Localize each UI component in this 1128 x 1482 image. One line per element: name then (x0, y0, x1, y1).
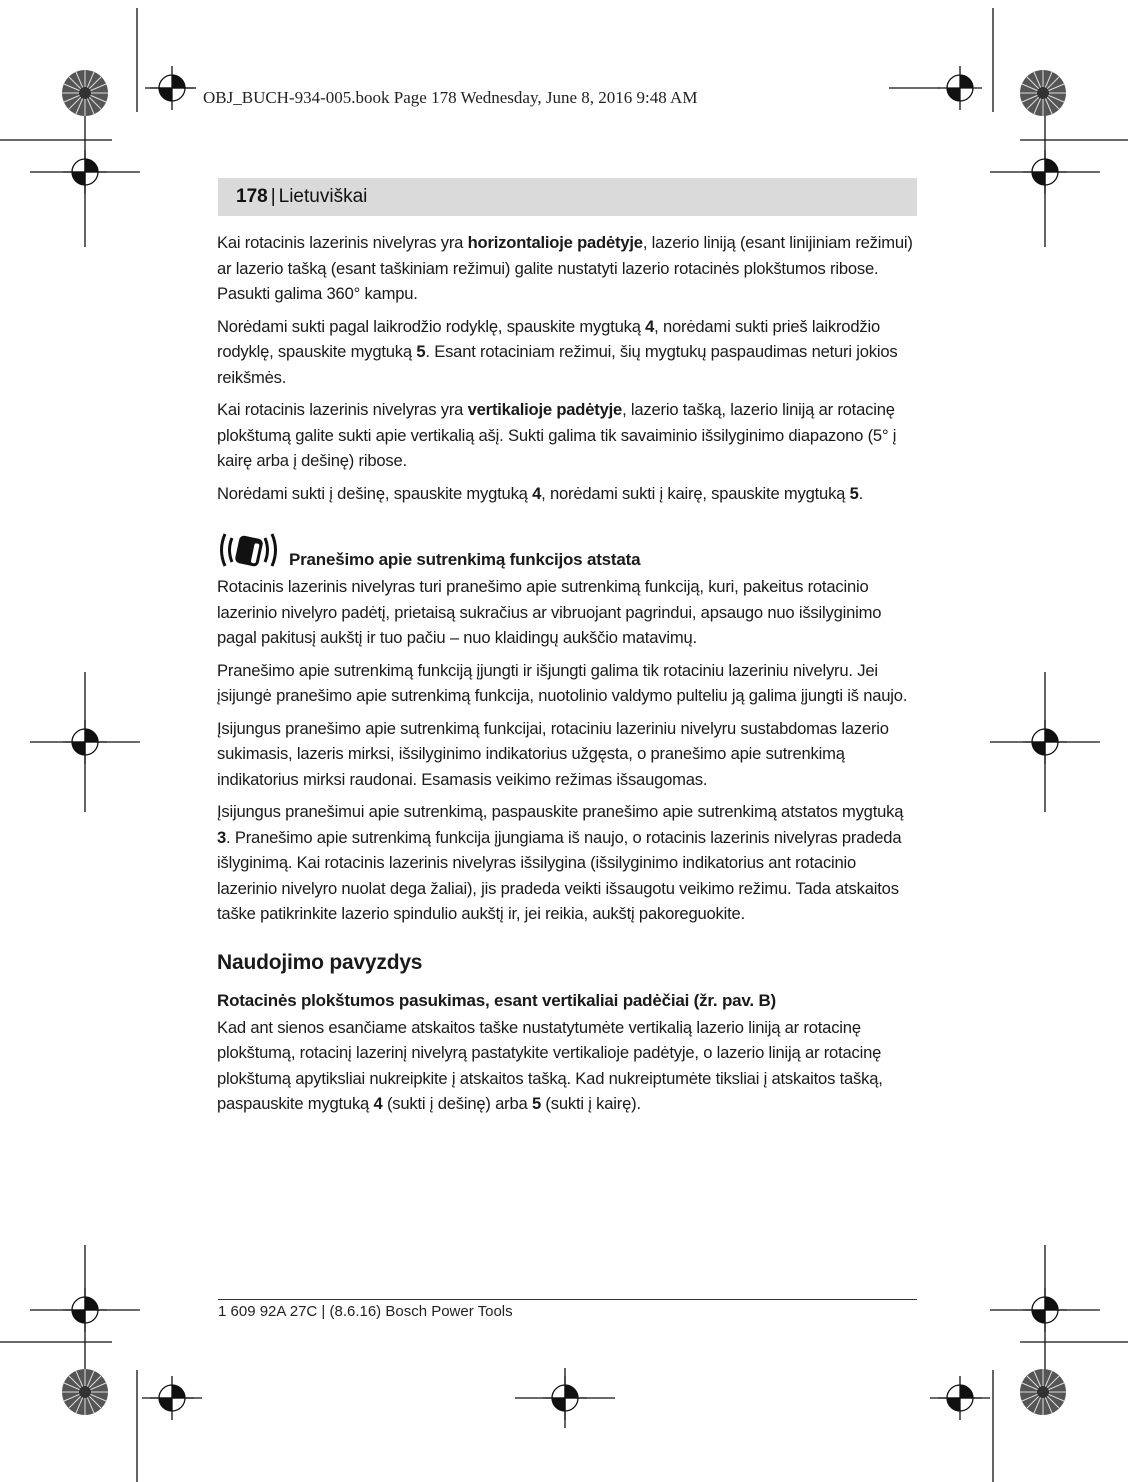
page-footer: 1 609 92A 27C | (8.6.16) Bosch Power Tools (218, 1303, 513, 1320)
registration-crosshair-icon (990, 672, 1100, 812)
paragraph: Kad ant sienos esančiame atskaitos taške nustatytumėte vertikalią lazerio liniją ar rotacinę plokštumą, rotacinį lazerinį nivelyrą pastatykite vertikalioje padėtyje, o lazerio liniją ar rotacinę plokštumą apytiksliai nukreipkite į atskaitos tašką. Kad nukreiptumėte tiksliai į atskaitos tašką, paspauskite mygtuką 4 (sukti į dešinę) arba 5 (sukti į kairę). (217, 1017, 883, 1113)
registration-crosshair-icon (990, 1245, 1100, 1375)
printer-color-wheel-icon (1020, 70, 1066, 116)
registration-crosshair-icon (990, 97, 1100, 247)
page-content (217, 230, 917, 1124)
registration-crosshair-icon (515, 1368, 615, 1428)
paragraph: Įsijungus pranešimui apie sutrenkimą, paspauskite pranešimo apie sutrenkimą atstatos mygtuką 3. Pranešimo apie sutrenkimą funkcija įjungiama iš naujo, o rotacinis lazerinis nivelyras pradeda išlyginimą. Kai rotacinis lazerinis nivelyras išsilygina (išsilyginimo indikatorius ant rotacinio lazerinio nivelyro nuolat dega žaliai), jis pradeda veikti išsaugotu veikimo režimu. Tada atskaitos taške patikrinkite lazerio spindulio aukštį ir, jei reikia, aukštį pakoreguokite. (217, 802, 904, 923)
paragraph: Kai rotacinis lazerinis nivelyras yra horizontalioje padėtyje, lazerio liniją (esant linijiniam režimui) ar lazerio tašką (esant taškiniam režimui) galite nustatyti lazerio rotacinės plokštumos ribose. Pasukti galima 360° kampu. (217, 233, 913, 303)
registration-crosshair-icon (938, 66, 982, 110)
registration-crosshair-icon (30, 672, 140, 812)
trim-lines-bottom (0, 1342, 1128, 1482)
registration-crosshair-icon (142, 1376, 202, 1420)
paragraph: Norėdami sukti į dešinę, spauskite mygtuką 4, norėdami sukti į kairę, spauskite mygtuką 5. (217, 483, 864, 503)
paragraph: Rotacinis lazerinis nivelyras turi pranešimo apie sutrenkimą funkciją, kuri, pakeitus rotacinio lazerinio nivelyro padėtį, prietaisą sukračius ar vibruojant pagrindui, apsaugo nuo išsilyginimo pagal pakitusį aukštį ir tuo pačiu – nuo klaidingų aukščio matavimų. (217, 577, 882, 647)
footer-rule (218, 1299, 917, 1300)
registration-crosshair-icon (150, 66, 194, 110)
paragraph: Pranešimo apie sutrenkimą funkciją įjungti ir išjungti galima tik rotaciniu lazeriniu nivelyru. Jei įsijungė pranešimo apie sutrenkimą funkcija, nuotolinio valdymo pulteliu ją galima įjungti iš naujo. (217, 660, 908, 705)
registration-crosshair-icon (30, 1245, 140, 1375)
page-header (218, 178, 917, 216)
registration-crosshair-icon (30, 97, 140, 247)
header-separator: | (270, 186, 276, 207)
shock-alert-heading-row (217, 528, 917, 572)
shock-alert-icon (217, 528, 287, 572)
shock-alert-heading: Pranešimo apie sutrenkimą funkcijos atstata (289, 550, 641, 569)
subsection-heading: Rotacinės plokštumos pasukimas, esant vertikaliai padėčiai (žr. pav. B) (217, 990, 776, 1010)
printer-color-wheel-icon (62, 1369, 108, 1415)
trim-lines-top (0, 8, 1128, 140)
paragraph: Norėdami sukti pagal laikrodžio rodyklę, spauskite mygtuką 4, norėdami sukti prieš laikrodžio rodyklę, spauskite mygtuką 5. Esant rotaciniam režimui, šių mygtukų paspaudimas neturi jokios reikšmės. (217, 316, 898, 387)
header-language: Lietuviškai (278, 186, 368, 207)
section-heading: Naudojimo pavyzdys (217, 950, 423, 974)
printer-color-wheel-icon (62, 70, 108, 116)
registration-crosshair-icon (930, 1376, 990, 1420)
paragraph: Kai rotacinis lazerinis nivelyras yra vertikalioje padėtyje, lazerio tašką, lazerio liniją ar rotacinę plokštumą galite sukti apie vertikalią ašį. Sukti galima tik savaiminio išsilyginimo diapazono (5° į kairę arba į dešinę) ribose. (217, 400, 897, 470)
book-slug-line: OBJ_BUCH-934-005.book Page 178 Wednesday, June 8, 2016 9:48 AM (203, 88, 698, 107)
paragraph: Įsijungus pranešimo apie sutrenkimą funkcijai, rotaciniu lazeriniu nivelyru sustabdomas lazerio sukimasis, lazeris mirksi, išsilyginimo indikatorius užgęsta, o pranešimo apie sutrenkimą indikatorius mirksi raudonai. Esamasis veikimo režimas išsaugomas. (217, 718, 889, 789)
printer-color-wheel-icon (1020, 1369, 1066, 1415)
page-number: 178 (236, 186, 268, 207)
